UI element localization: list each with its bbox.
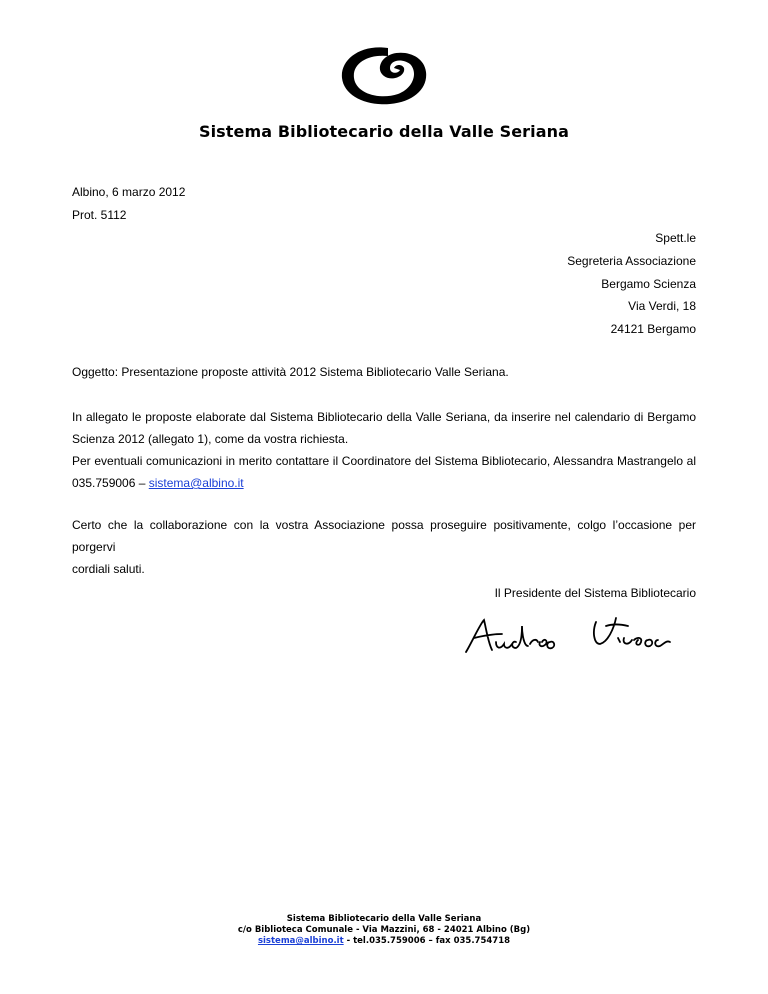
footer-email-link[interactable]: sistema@albino.it xyxy=(257,936,344,946)
email-link[interactable]: sistema@albino.it xyxy=(148,476,244,490)
body-text: Certo che la collaborazione con la vostra Associazione possa proseguire positivamente, colgo l’occasione per porgervi xyxy=(72,518,696,554)
footer xyxy=(0,914,768,947)
recipient-line: Via Verdi, 18 xyxy=(628,299,696,313)
body-text: Scienza 2012 (allegato 1), come da vostra richiesta. xyxy=(72,432,349,446)
footer-contacts: - tel.035.759006 – fax 035.754718 xyxy=(343,936,511,946)
phone-text: 035.759006 – xyxy=(72,476,149,490)
recipient-line: 24121 Bergamo xyxy=(610,322,696,336)
body-paragraph-2 xyxy=(72,450,696,494)
recipient-line: Spett.le xyxy=(655,231,696,245)
signatory-title: Il Presidente del Sistema Bibliotecario xyxy=(494,586,696,600)
body-text: Per eventuali comunicazioni in merito contattare il Coordinatore del Sistema Bibliotecario, Alessandra Mastrangelo al xyxy=(72,454,696,468)
spiral-logo-icon xyxy=(336,42,432,114)
recipient-line: Segreteria Associazione xyxy=(567,254,696,268)
footer-org-name: Sistema Bibliotecario della Valle Seriana xyxy=(286,914,482,924)
organization-title: Sistema Bibliotecario della Valle Seriana xyxy=(198,122,570,141)
recipient-line: Bergamo Scienza xyxy=(601,277,696,291)
body-paragraph-3 xyxy=(72,514,696,580)
protocol-number: Prot. 5112 xyxy=(72,208,127,222)
handwritten-signature xyxy=(462,612,682,660)
body-text: In allegato le proposte elaborate dal Sistema Bibliotecario della Valle Seriana, da inserire nel calendario di Bergamo xyxy=(72,410,696,424)
subject-line: Oggetto: Presentazione proposte attività 2012 Sistema Bibliotecario Valle Seriana. xyxy=(72,365,509,379)
body-text: cordiali saluti. xyxy=(72,562,145,576)
body-paragraph-1 xyxy=(72,406,696,450)
footer-address: c/o Biblioteca Comunale - Via Mazzini, 68 - 24021 Albino (Bg) xyxy=(237,925,531,935)
place-date: Albino, 6 marzo 2012 xyxy=(72,185,186,199)
footer-contacts-line xyxy=(0,936,768,947)
